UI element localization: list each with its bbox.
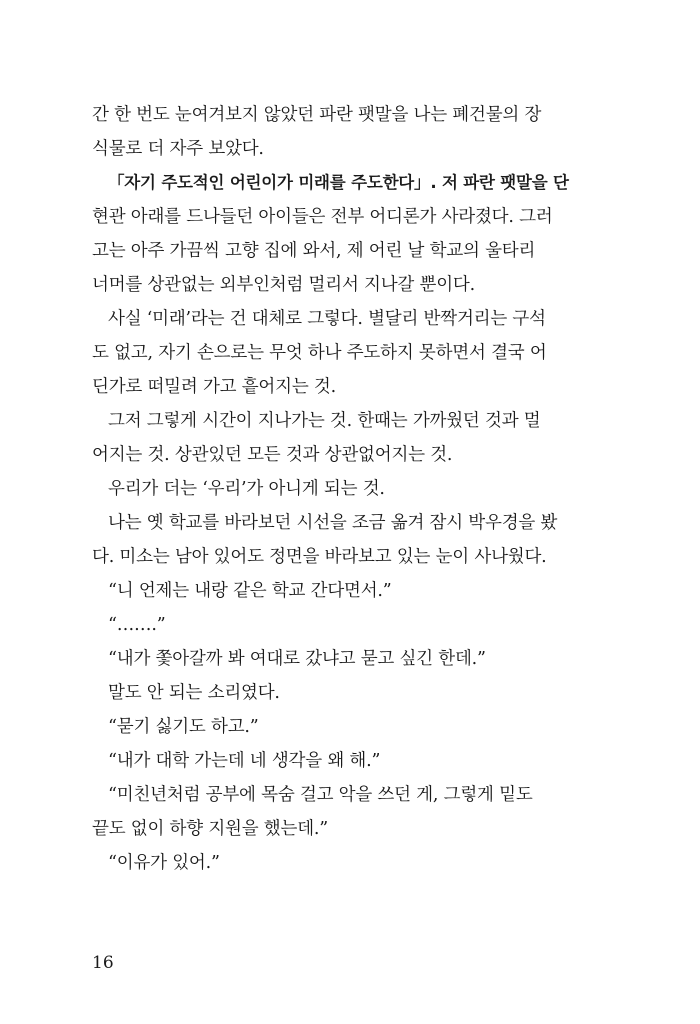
text-line: “미친년처럼 공부에 목숨 걸고 악을 쓰던 게, 그렇게 밑도 (108, 785, 533, 805)
text-line: 고는 아주 가끔씩 고향 집에 와서, 제 어린 날 학교의 울타리 (92, 241, 536, 261)
text-line: 다. 미소는 남아 있어도 정면을 바라보고 있는 눈이 사나웠다. (92, 547, 547, 567)
text-line: 딘가로 떠밀려 가고 흩어지는 것. (92, 377, 336, 397)
text-line: “이유가 있어.” (108, 853, 220, 873)
text-line: 너머를 상관없는 외부인처럼 멀리서 지나갈 뿐이다. (92, 275, 475, 295)
text-line: 어지는 것. 상관있던 모든 것과 상관없어지는 것. (92, 445, 453, 465)
text-line: 도 없고, 자기 손으로는 무엇 하나 주도하지 못하면서 결국 어 (92, 343, 547, 363)
text-line: 사실 ‘미래’라는 건 대체로 그렇다. 별달리 반짝거리는 구석 (108, 309, 546, 329)
text-line: “니 언제는 내랑 같은 학교 간다면서.” (108, 581, 392, 601)
text-line: “묻기 싫기도 하고.” (108, 717, 259, 737)
text-line: 「자기 주도적인 어린이가 미래를 주도한다」. 저 파란 팻말을 단 (108, 173, 569, 192)
text-line: 우리가 더는 ‘우리’가 아니게 되는 것. (108, 479, 385, 499)
text-line: “내가 쫓아갈까 봐 여대로 갔냐고 묻고 싶긴 한데.” (108, 649, 486, 669)
text-line: 간 한 번도 눈여겨보지 않았던 파란 팻말을 나는 폐건물의 장 (92, 105, 542, 125)
text-line: “…….” (108, 615, 166, 635)
text-line: 현관 아래를 드나들던 아이들은 전부 어디론가 사라졌다. 그러 (92, 207, 553, 227)
text-line: 나는 옛 학교를 바라보던 시선을 조금 옮겨 잠시 박우경을 봤 (108, 513, 558, 533)
text-line: 그저 그렇게 시간이 지나가는 것. 한때는 가까웠던 것과 멀 (108, 411, 541, 431)
text-line: “내가 대학 가는데 네 생각을 왜 해.” (108, 751, 381, 771)
text-line: 식물로 더 자주 보았다. (92, 139, 264, 159)
body-text (92, 98, 592, 880)
page-number: 16 (92, 953, 114, 973)
text-line: 말도 안 되는 소리였다. (108, 683, 280, 703)
text-line: 끝도 없이 하향 지원을 했는데.” (92, 819, 329, 839)
